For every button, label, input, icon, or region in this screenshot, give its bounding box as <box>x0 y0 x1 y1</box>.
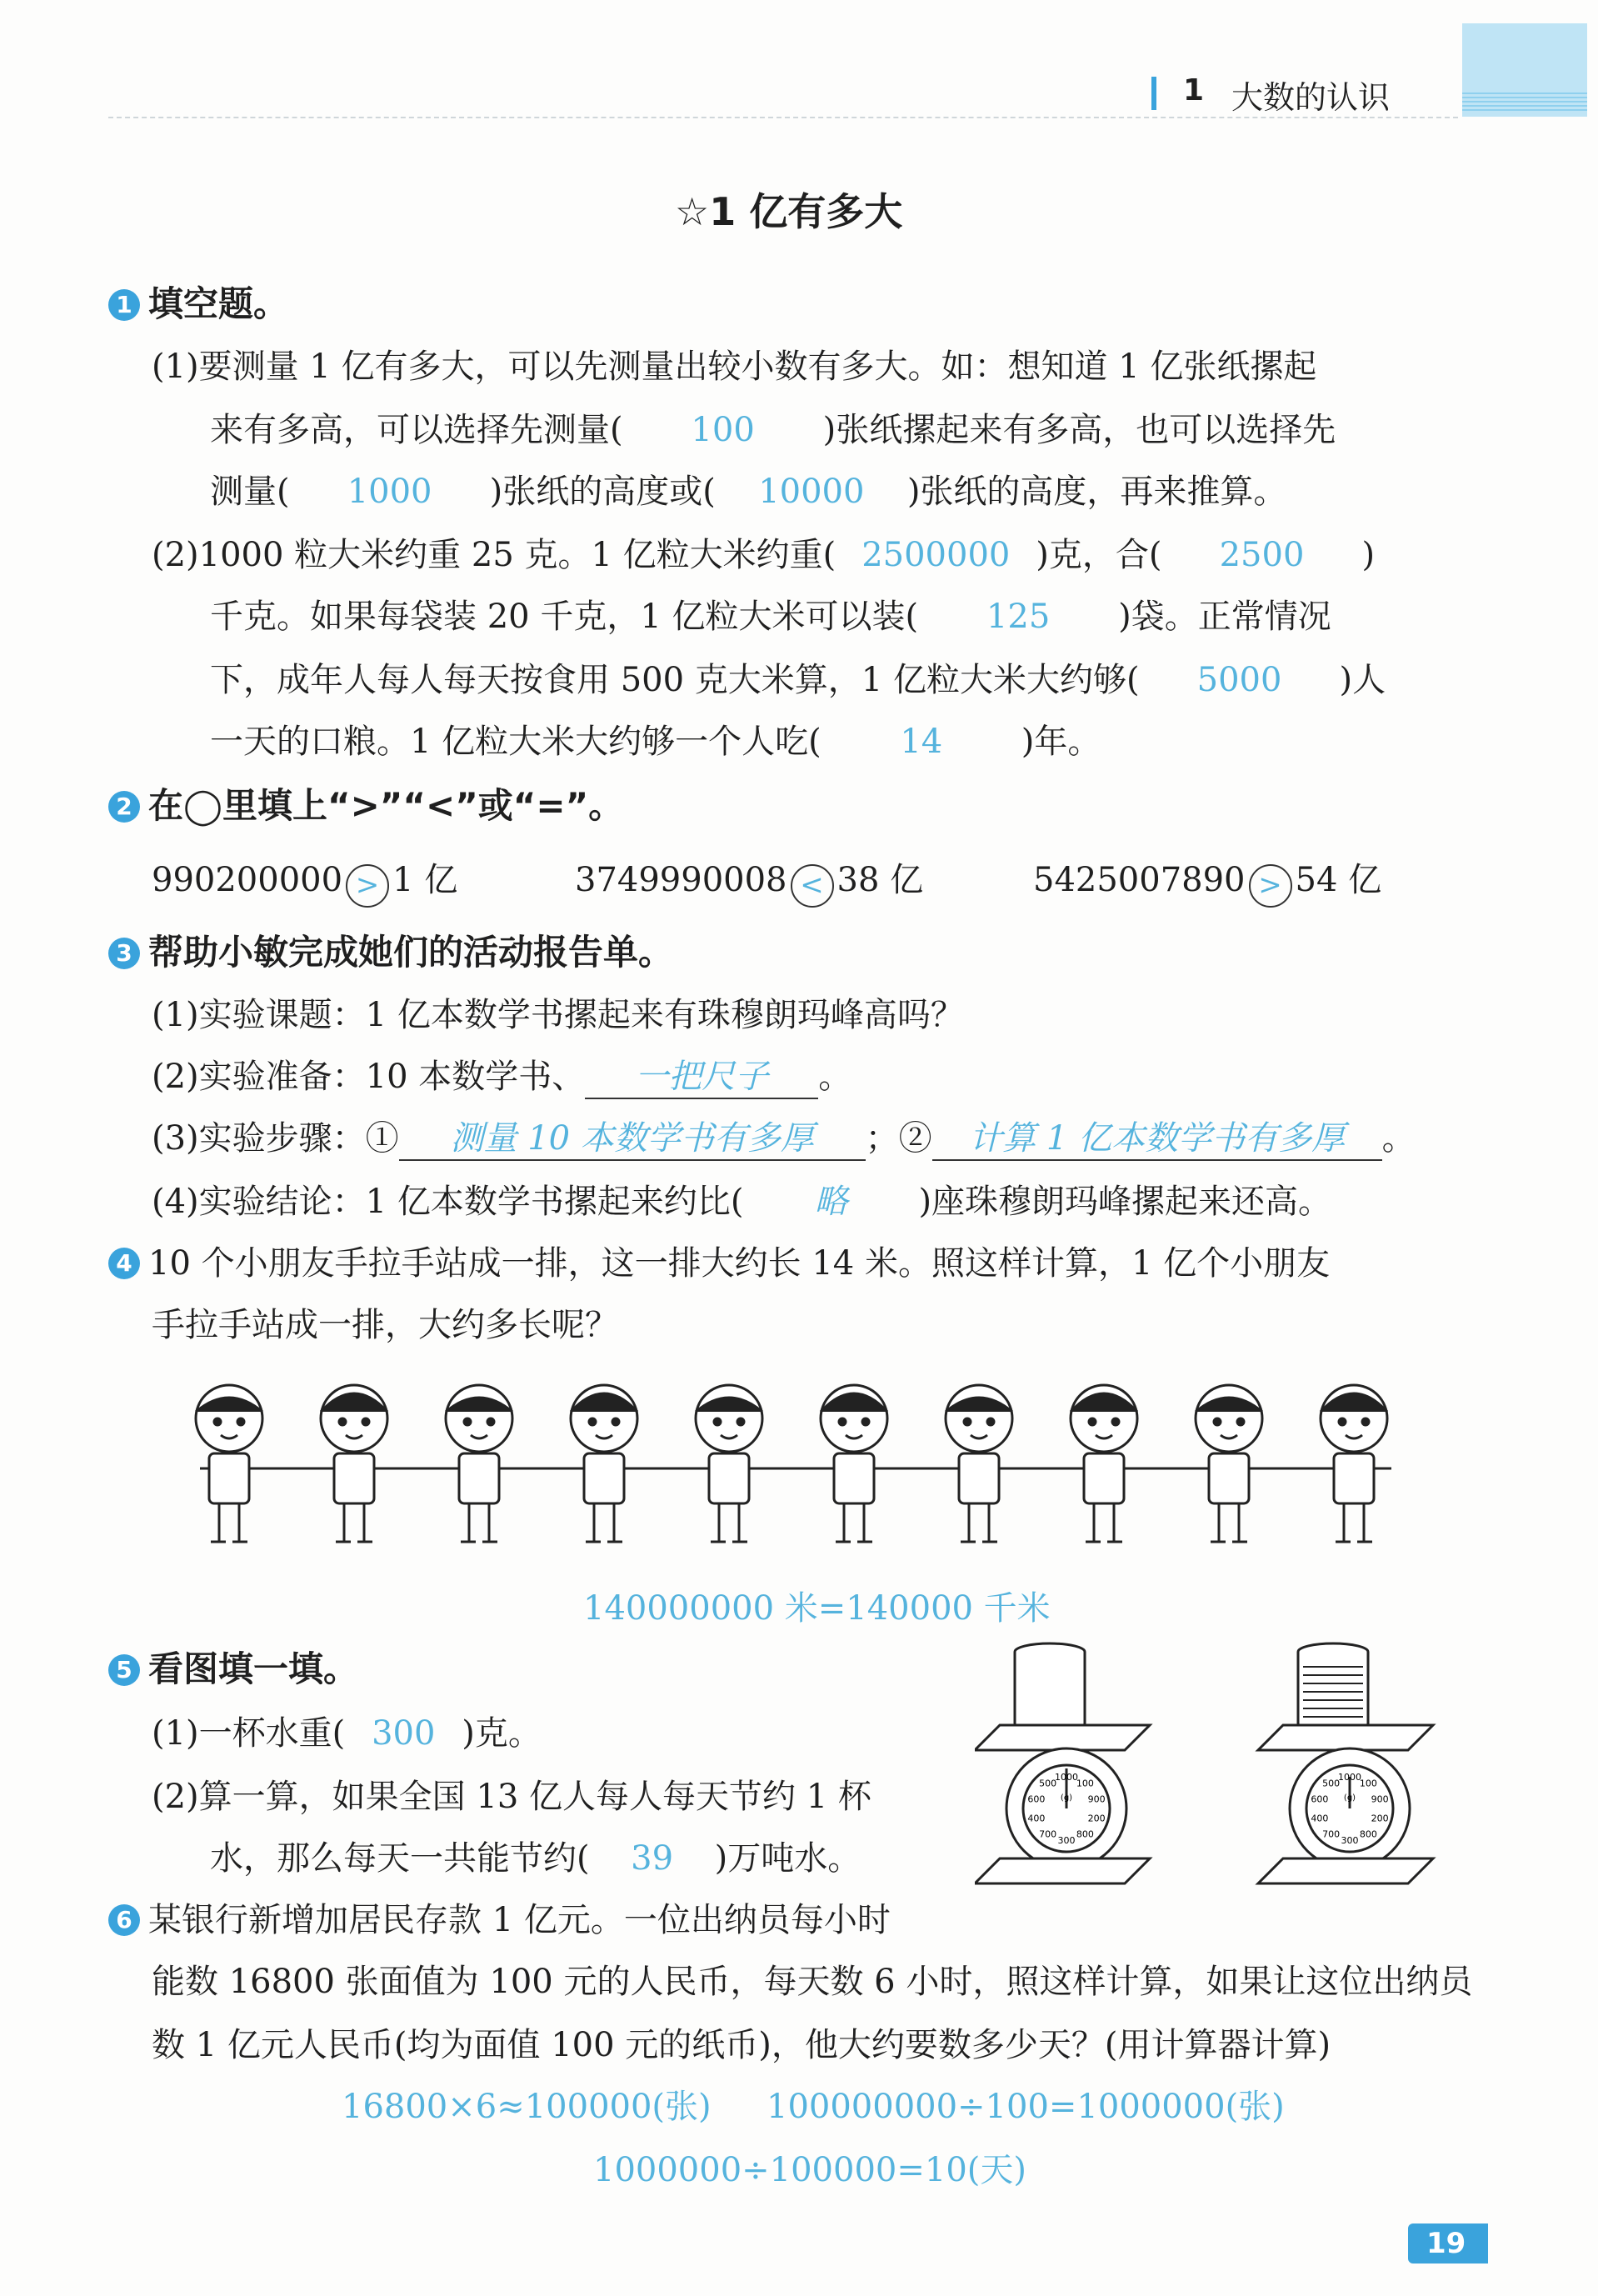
answer-blank: 125 <box>986 598 1051 636</box>
question-1-heading <box>108 277 288 327</box>
text: ) <box>1361 536 1376 574</box>
question-6-answer-2: 100000000÷100=1000000(张) <box>767 2088 1285 2126</box>
dial-label: 800 <box>1076 1828 1094 1840</box>
answer-blank: 2500 <box>1219 536 1305 574</box>
compare-left: 990200000 <box>152 861 343 899</box>
q3-line1: (1)实验课题：1 亿本数学书摞起来有珠穆朗玛峰高吗？ <box>152 996 964 1034</box>
dial-label: 100 <box>1359 1778 1377 1789</box>
dial-label: 100 <box>1076 1778 1094 1789</box>
compare-right: 54 亿 <box>1295 861 1382 899</box>
compare-item-1 <box>152 853 457 908</box>
question-number-badge: 3 <box>108 938 140 969</box>
question-2-heading <box>108 778 623 828</box>
text: )张纸的高度或( <box>489 473 716 511</box>
text: )万吨水。 <box>714 1839 861 1878</box>
answer-line: 测量 10 本数学书有多厚 <box>399 1112 866 1161</box>
dial-label: 700 <box>1039 1828 1057 1840</box>
answer-line: 计算 1 亿本数学书有多厚 <box>932 1112 1382 1161</box>
text: (3)实验步骤：① <box>152 1119 399 1158</box>
child-figure <box>696 1385 762 1542</box>
q1-p2-line3 <box>210 653 1386 701</box>
question-5-heading <box>108 1642 358 1692</box>
answer-blank: 39 <box>631 1839 674 1878</box>
dial-label: 300 <box>1057 1835 1076 1846</box>
text: (4)实验结论：1 亿本数学书摞起来约比( <box>152 1183 744 1221</box>
text: 。 <box>818 1058 852 1096</box>
text: )座珠穆朗玛峰摞起来还高。 <box>918 1183 1332 1221</box>
page-number: 19 <box>1426 2227 1466 2260</box>
question-number-badge: 6 <box>108 1904 140 1936</box>
answer-blank: 2500000 <box>861 536 1011 574</box>
text: 千克。如果每袋装 20 千克，1 亿粒大米可以装( <box>210 598 919 636</box>
question-6-line2: 能数 16800 张面值为 100 元的人民币，每天数 6 小时，照这样计算，如果让这位出纳员 <box>152 1963 1473 2001</box>
dial-label: 1000 <box>1338 1772 1361 1783</box>
q3-line4 <box>152 1175 1331 1223</box>
scales-illustration <box>975 1633 1491 1900</box>
child-figure <box>446 1385 512 1542</box>
compare-left: 5425007890 <box>1033 861 1246 899</box>
answer-blank: 14 <box>900 723 943 761</box>
text: )袋。正常情况 <box>1118 598 1331 636</box>
dial-label: 600 <box>1027 1793 1046 1805</box>
children-holding-hands-illustration <box>192 1375 1400 1558</box>
chapter-title: 大数的认识 <box>1231 79 1391 116</box>
answer-blank: 100 <box>691 411 755 449</box>
answer-blank: 5000 <box>1196 661 1282 699</box>
dial-label: 500 <box>1039 1778 1057 1789</box>
header-band-lines <box>1462 90 1587 113</box>
text: (2)1000 粒大米约重 25 克。1 亿粒大米约重( <box>152 536 836 574</box>
child-figure <box>1071 1385 1137 1542</box>
child-figure <box>821 1385 887 1542</box>
dial-label: 300 <box>1341 1835 1359 1846</box>
dial-label: 200 <box>1087 1813 1106 1824</box>
compare-circle: > <box>1249 864 1292 908</box>
child-figure <box>946 1385 1012 1542</box>
text: 下，成年人每人每天按食用 500 克大米算，1 亿粒大米大约够( <box>210 661 1140 699</box>
question-4-line2: 手拉手站成一排，大约多长呢？ <box>152 1306 618 1344</box>
text: 来有多高，可以选择先测量( <box>210 411 623 449</box>
q1-p2-line1 <box>152 528 1375 576</box>
question-6-line1 <box>108 1893 891 1941</box>
text: 测量( <box>210 473 290 511</box>
question-number-badge: 5 <box>108 1654 140 1686</box>
question-4-line1 <box>108 1237 1330 1284</box>
compare-item-2 <box>575 853 923 908</box>
dial-unit: (g) <box>1343 1793 1356 1803</box>
text: )克，合( <box>1036 536 1162 574</box>
text: 某银行新增加居民存款 1 亿元。一位出纳员每小时 <box>148 1901 891 1939</box>
q1-p1-line2 <box>210 403 1336 451</box>
question-title: 看图填一填。 <box>148 1648 359 1689</box>
dial-label: 1000 <box>1055 1772 1078 1783</box>
answer-blank: 10000 <box>758 473 865 511</box>
q5-line2: (2)算一算，如果全国 13 亿人每人每天节约 1 杯 <box>152 1778 871 1816</box>
text: (1)一杯水重( <box>152 1714 346 1753</box>
text: 。 <box>1381 1119 1416 1158</box>
q3-line2 <box>152 1050 851 1099</box>
child-figure <box>321 1385 387 1542</box>
q5-line1 <box>152 1707 542 1754</box>
dial-label: 400 <box>1311 1813 1329 1824</box>
text: )克。 <box>462 1714 542 1753</box>
question-number-badge: 4 <box>108 1248 140 1279</box>
answer-blank: 1000 <box>347 473 432 511</box>
dial-label: 200 <box>1371 1813 1389 1824</box>
child-figure <box>1321 1385 1387 1542</box>
q3-line3 <box>152 1112 1416 1161</box>
dial-label: 900 <box>1087 1793 1106 1805</box>
question-number-badge: 2 <box>108 791 140 823</box>
dial-label: 500 <box>1322 1778 1341 1789</box>
question-6-line3: 数 1 亿元人民币(均为面值 100 元的纸币)，他大约要数多少天？(用计算器计算) <box>152 2026 1331 2064</box>
text: )人 <box>1339 661 1386 699</box>
compare-right: 38 亿 <box>836 861 924 899</box>
question-4-answer: 140000000 米=140000 千米 <box>583 1589 1051 1628</box>
q1-p1-line3 <box>210 465 1286 513</box>
compare-circle: > <box>346 864 389 908</box>
question-3-heading <box>108 925 673 975</box>
dial-label: 600 <box>1311 1793 1329 1805</box>
text: 10 个小朋友手拉手站成一排，这一排大约长 14 米。照这样计算，1 亿个小朋友 <box>148 1244 1331 1283</box>
header-divider <box>1151 77 1156 110</box>
dial-label: 900 <box>1371 1793 1389 1805</box>
child-figure <box>1196 1385 1262 1542</box>
dial-label: 400 <box>1027 1813 1046 1824</box>
scale-empty-cup <box>975 1643 1150 1883</box>
text: 水，那么每天一共能节约( <box>210 1839 590 1878</box>
compare-item-3 <box>1033 853 1381 908</box>
question-title: 帮助小敏完成她们的活动报告单。 <box>148 932 674 973</box>
answer-blank: 略 <box>814 1183 848 1221</box>
question-title: 在◯里填上“>”“<”或“=”。 <box>148 785 624 826</box>
text: ；② <box>865 1119 932 1158</box>
text: )张纸摞起来有多高，也可以选择先 <box>822 411 1336 449</box>
scale-water-cup <box>1258 1643 1433 1883</box>
answer-line: 一把尺子 <box>585 1050 818 1099</box>
answer-blank: 300 <box>372 1714 436 1753</box>
text: 一天的口粮。1 亿粒大米大约够一个人吃( <box>210 723 821 761</box>
lesson-title: ☆1 亿有多大 <box>675 189 903 234</box>
child-figure <box>196 1385 262 1542</box>
question-6-answer-3: 1000000÷100000=10(天) <box>593 2151 1026 2189</box>
q1-p1-line1: (1)要测量 1 亿有多大，可以先测量出较小数有多大。如：想知道 1 亿张纸摞起 <box>152 348 1317 386</box>
dial-label: 800 <box>1359 1828 1377 1840</box>
header-dashed-rule <box>108 117 1458 118</box>
child-figure <box>571 1385 637 1542</box>
question-title: 填空题。 <box>148 283 289 324</box>
question-6-answer-1: 16800×6≈100000(张) <box>342 2088 712 2126</box>
q1-p2-line2 <box>210 590 1331 638</box>
compare-left: 3749990008 <box>575 861 787 899</box>
question-number-badge: 1 <box>108 289 140 321</box>
dial-unit: (g) <box>1060 1793 1073 1803</box>
text: )张纸的高度，再来推算。 <box>906 473 1287 511</box>
text: )年。 <box>1021 723 1101 761</box>
q1-p2-line4 <box>210 715 1101 763</box>
compare-circle: < <box>791 864 834 908</box>
compare-right: 1 亿 <box>392 861 458 899</box>
text: (2)实验准备：10 本数学书、 <box>152 1058 586 1096</box>
q5-line3 <box>210 1832 861 1879</box>
chapter-number: 1 <box>1183 73 1205 108</box>
dial-label: 700 <box>1322 1828 1341 1840</box>
